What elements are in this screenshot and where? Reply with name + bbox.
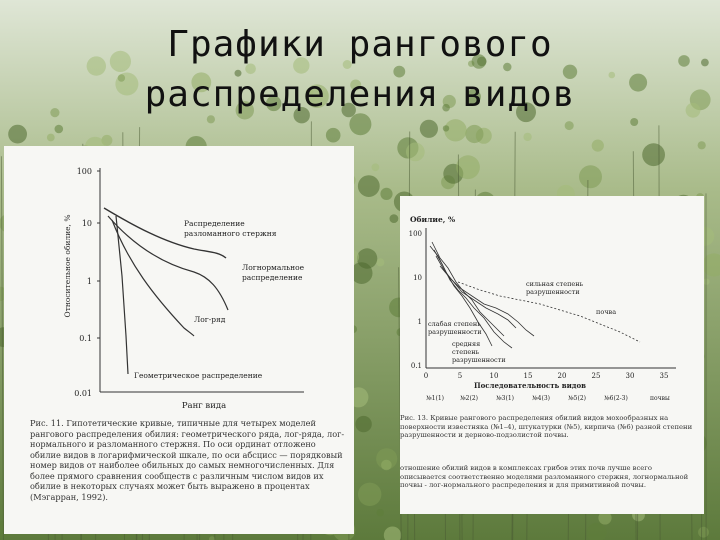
legend-entry: №4(3)	[532, 395, 550, 402]
annotation-strong: сильная степень	[526, 280, 584, 288]
legend-entry: №6(2-3)	[604, 395, 628, 402]
annotation-weak: разрушенности	[428, 328, 482, 336]
x-tick-label: 25	[591, 372, 601, 380]
right-rank-abundance-plot	[400, 196, 704, 406]
left-rank-abundance-plot	[4, 146, 354, 416]
legend-entry: почвы	[650, 395, 670, 402]
x-tick-label: 10	[489, 372, 499, 380]
annotation-soil: почва	[596, 308, 617, 316]
right-figure-caption: Рис. 13. Кривые рангового распределения обилий видов мохообразных на поверхности известняка (№1–4), штукатурки (№5), кирпича (№6) разной степени разрушенности и дерново-подзолистой почвы.	[400, 414, 693, 440]
legend-entry: №1(1)	[426, 395, 444, 402]
legend-entry: №2(2)	[460, 395, 478, 402]
y-tick-label: 100	[76, 167, 92, 176]
y-tick-label: 0.01	[74, 389, 92, 398]
y-tick-label: 10	[413, 274, 422, 282]
log-series-label: Лог-ряд	[194, 315, 226, 324]
annotation-medium: степень	[452, 348, 480, 356]
x-tick-label: 20	[557, 372, 567, 380]
x-tick-label: 30	[625, 372, 635, 380]
x-tick-label: 5	[457, 372, 463, 380]
x-tick-label: 0	[423, 372, 429, 380]
legend-entry: №5(2)	[568, 395, 586, 402]
lognormal-label: Логнормальное	[242, 263, 305, 272]
slide-title-line-1: Графики рангового	[167, 24, 553, 65]
y-axis-label: Относительное обилие, %	[63, 214, 72, 318]
right-figure-text-below: отношение обилий видов в комплексах грибов этих почв лучше всего описывается соответственно моделями разломанного стержня, логнормальной почвы - лог-нормального распределения и для примитивной почвы.	[400, 464, 689, 490]
legend-row	[426, 395, 670, 402]
x-axis-label: Ранг вида	[181, 401, 227, 411]
curve-4	[436, 256, 516, 328]
y-tick-label: 1	[86, 277, 92, 286]
annotation-medium: средняя	[452, 340, 481, 348]
annotation-medium: разрушенности	[452, 356, 506, 364]
legend-entry: №3(1)	[496, 395, 514, 402]
y-tick-label: 100	[408, 230, 422, 238]
y-tick-label: 1	[417, 318, 422, 326]
slide-title-line-2: распределения видов	[144, 74, 576, 115]
y-tick-label: 0.1	[410, 362, 422, 370]
y-tick-label: 10	[81, 219, 92, 228]
geometric-curve	[116, 216, 128, 374]
broken-stick-label: Распределение	[184, 219, 245, 228]
lognormal-label: распределение	[242, 273, 303, 282]
annotation-strong: разрушенности	[526, 288, 580, 296]
x-axis-label: Последовательность видов	[474, 381, 586, 390]
broken-stick-label: разломанного стержня	[184, 229, 277, 238]
geometric-label: Геометрическое распределение	[134, 371, 263, 380]
annotation-weak: слабая степень	[428, 320, 481, 328]
x-tick-label: 35	[659, 372, 669, 380]
y-tick-label: 0.1	[79, 334, 92, 343]
y-axis-title: Обилие, %	[410, 215, 456, 224]
left-figure-caption: Рис. 11. Гипотетические кривые, типичные для четырех моделей рангового распределения обилия: геометрического ряда, лог-ряда, лог-нормального и разломанного стержня. По оси ординат отложено обилие видов в логарифмической шкале, по оси абсцисс — порядковый номер видов от наиболее обильных до самых немногочисленных. Для более прямого сравнения сообществ с различным числом видов их обилие в некоторых случаях может быть выражено в процентах (Мэгарран, 1992).	[30, 418, 345, 502]
x-tick-label: 15	[523, 372, 533, 380]
